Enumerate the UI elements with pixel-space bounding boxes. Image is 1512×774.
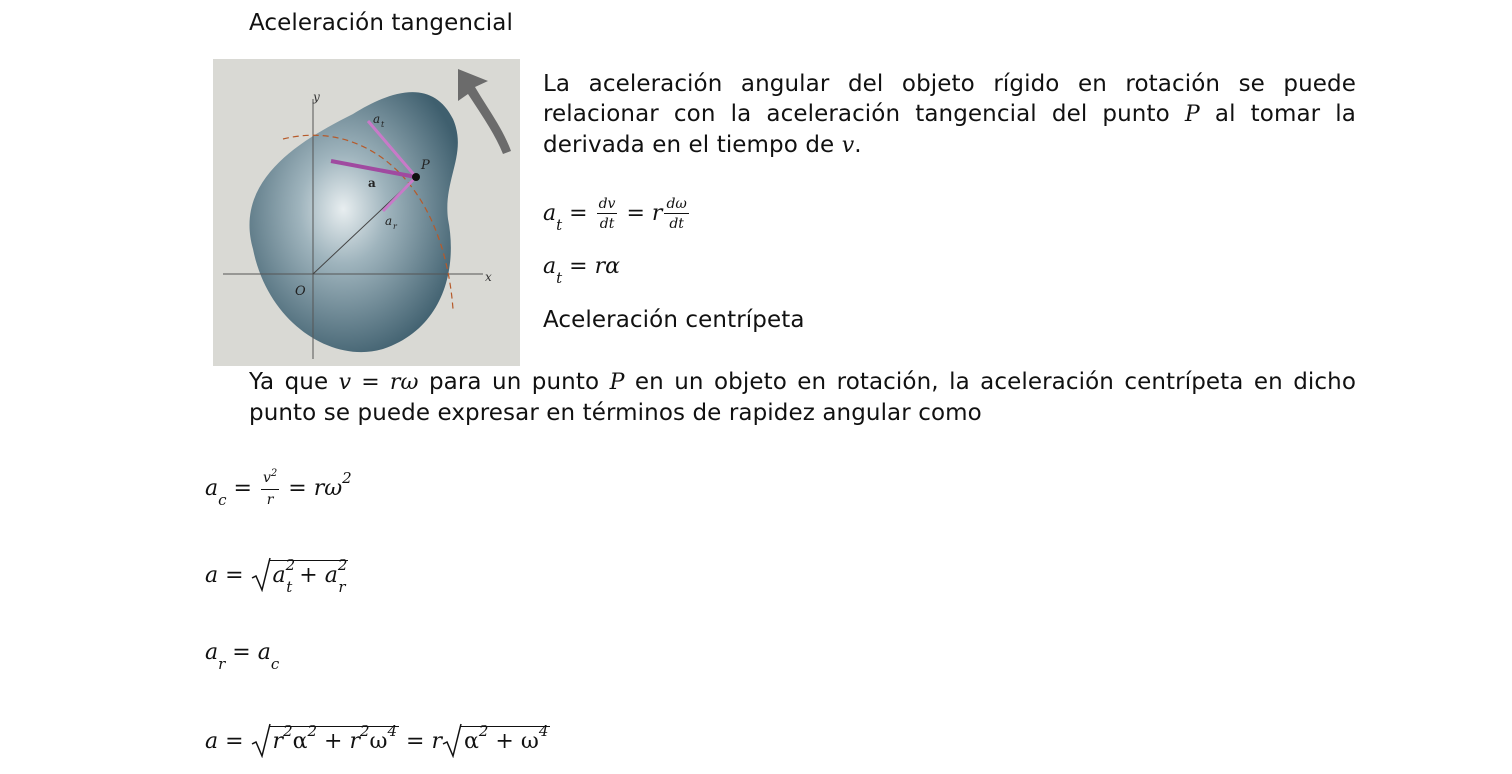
eq2-lhs: a [543,254,557,279]
label-x: x [485,270,492,284]
eq6-radical-icon-1 [251,722,271,758]
eq6-s5: 2 [478,722,489,740]
eq5-rhs-sub: c [270,655,280,673]
equation-radial-centripetal [205,640,280,673]
eq1-fraction-dv-dt [597,196,618,232]
eq4-radical-icon [251,556,271,592]
rigid-body-figure [213,59,520,366]
para1-end: . [854,132,862,158]
eq6-r1: r [272,729,284,754]
eq6-plus-1: + [324,729,343,754]
eq6-sqrt-2 [442,722,550,754]
eq3-num-sup: 2 [270,468,278,479]
eq2-lhs-sub: t [556,269,563,287]
eq1-r: r [651,201,663,226]
eq1-den1: dt [599,216,615,232]
eq5-rhs: a [257,640,271,665]
eq6-alpha: α [292,729,308,754]
para2-var-P: P [609,370,625,395]
eq6-s1: 2 [283,722,293,740]
para2-inline-equation: v = rω [338,370,419,395]
para1-text-part2: al tomar la derivada en el tiempo de [543,101,1356,158]
eq1-lhs: a [543,201,557,226]
eq3-rhs: = rω [288,476,343,501]
eq1-equals: = [569,201,588,226]
eq6-r-factor: r [431,729,443,754]
label-origin: O [295,284,306,299]
para2-text-part2: para un punto [428,369,600,395]
eq1-equals-2: = [626,201,645,226]
eq6-s3: 2 [360,722,370,740]
eq6-s2: 2 [307,722,318,740]
heading-centripetal-acceleration: Aceleración centrípeta [543,307,805,333]
paragraph-angular-tangential [543,69,1356,161]
eq6-s6: 4 [538,722,549,740]
eq4-t1-sup: 2 [285,556,296,574]
eq6-radicand-1 [269,722,400,754]
label-at-sub: t [381,120,385,129]
eq3-equals: = [233,476,252,501]
eq4-plus: + [299,563,318,588]
eq4-t2-sub: r [338,578,346,596]
eq1-num1: dv [598,196,616,212]
eq3-lhs: a [205,476,219,501]
eq6-r2: r [349,729,360,754]
eq3-num [261,470,279,490]
eq6-alpha-2: α [464,729,479,754]
label-P: P [421,158,430,173]
label-ar: a [385,214,393,228]
eq6-omega: ω [369,729,388,754]
para2-text-part3: en un objeto en rotación, la aceleración centrípeta en dicho punto se puede expresar en términos de rapidez angular como [249,369,1356,426]
eq6-sqrt-1 [251,722,400,754]
rigid-body-diagram [213,59,520,366]
equation-total-acceleration [205,556,348,596]
heading-tangential-acceleration: Aceleración tangencial [249,10,513,36]
label-y: y [313,90,320,104]
eq4-t2: a [324,563,338,588]
eq4-lhs: a = [205,563,244,588]
equation-tangential-derivative [543,196,691,232]
paragraph-centripetal [249,367,1356,428]
label-a-vector: a [368,176,376,190]
para1-text-part1: La aceleración angular del objeto rígido en rotación se puede relacionar con la aceleración tangencial del punto [543,71,1356,127]
eq1-num2: dω [666,196,687,212]
eq2-rhs: = rα [569,254,620,279]
eq6-lhs: a = [205,729,244,754]
eq3-lhs-sub: c [218,491,227,509]
eq1-lhs-sub: t [556,216,563,234]
label-ar-sub: r [393,222,397,231]
eq6-radicand-2 [460,722,550,754]
equation-tangential-alpha [543,254,620,287]
eq3-den: r [266,492,274,508]
para1-var-v: v [841,133,855,158]
eq4-sqrt [251,556,348,596]
eq6-omega-2: ω [520,729,539,754]
eq3-fraction [261,470,279,508]
eq6-radical-icon-2 [442,722,462,758]
eq1-den2: dt [669,216,684,232]
eq4-t2-sup: 2 [337,556,348,574]
eq1-fraction-domega-dt [664,196,688,232]
eq5-lhs-sub: r [218,655,226,673]
eq6-equals-2: = [406,729,425,754]
eq6-plus-2: + [495,729,514,754]
label-at: a [373,112,381,126]
eq4-t1: a [272,563,286,588]
eq3-num-v: v [262,470,271,486]
eq6-s4: 4 [387,722,398,740]
equation-centripetal [205,470,352,508]
equation-total-expanded [205,722,550,754]
para1-var-P: P [1184,102,1200,127]
eq5-equals: = [232,640,251,665]
para2-text-part1: Ya que [249,369,329,395]
eq4-radicand [269,556,348,596]
point-P-marker [412,173,420,181]
eq5-lhs: a [205,640,219,665]
eq4-t1-sub: t [286,578,293,596]
eq3-rhs-sup: 2 [342,469,352,487]
